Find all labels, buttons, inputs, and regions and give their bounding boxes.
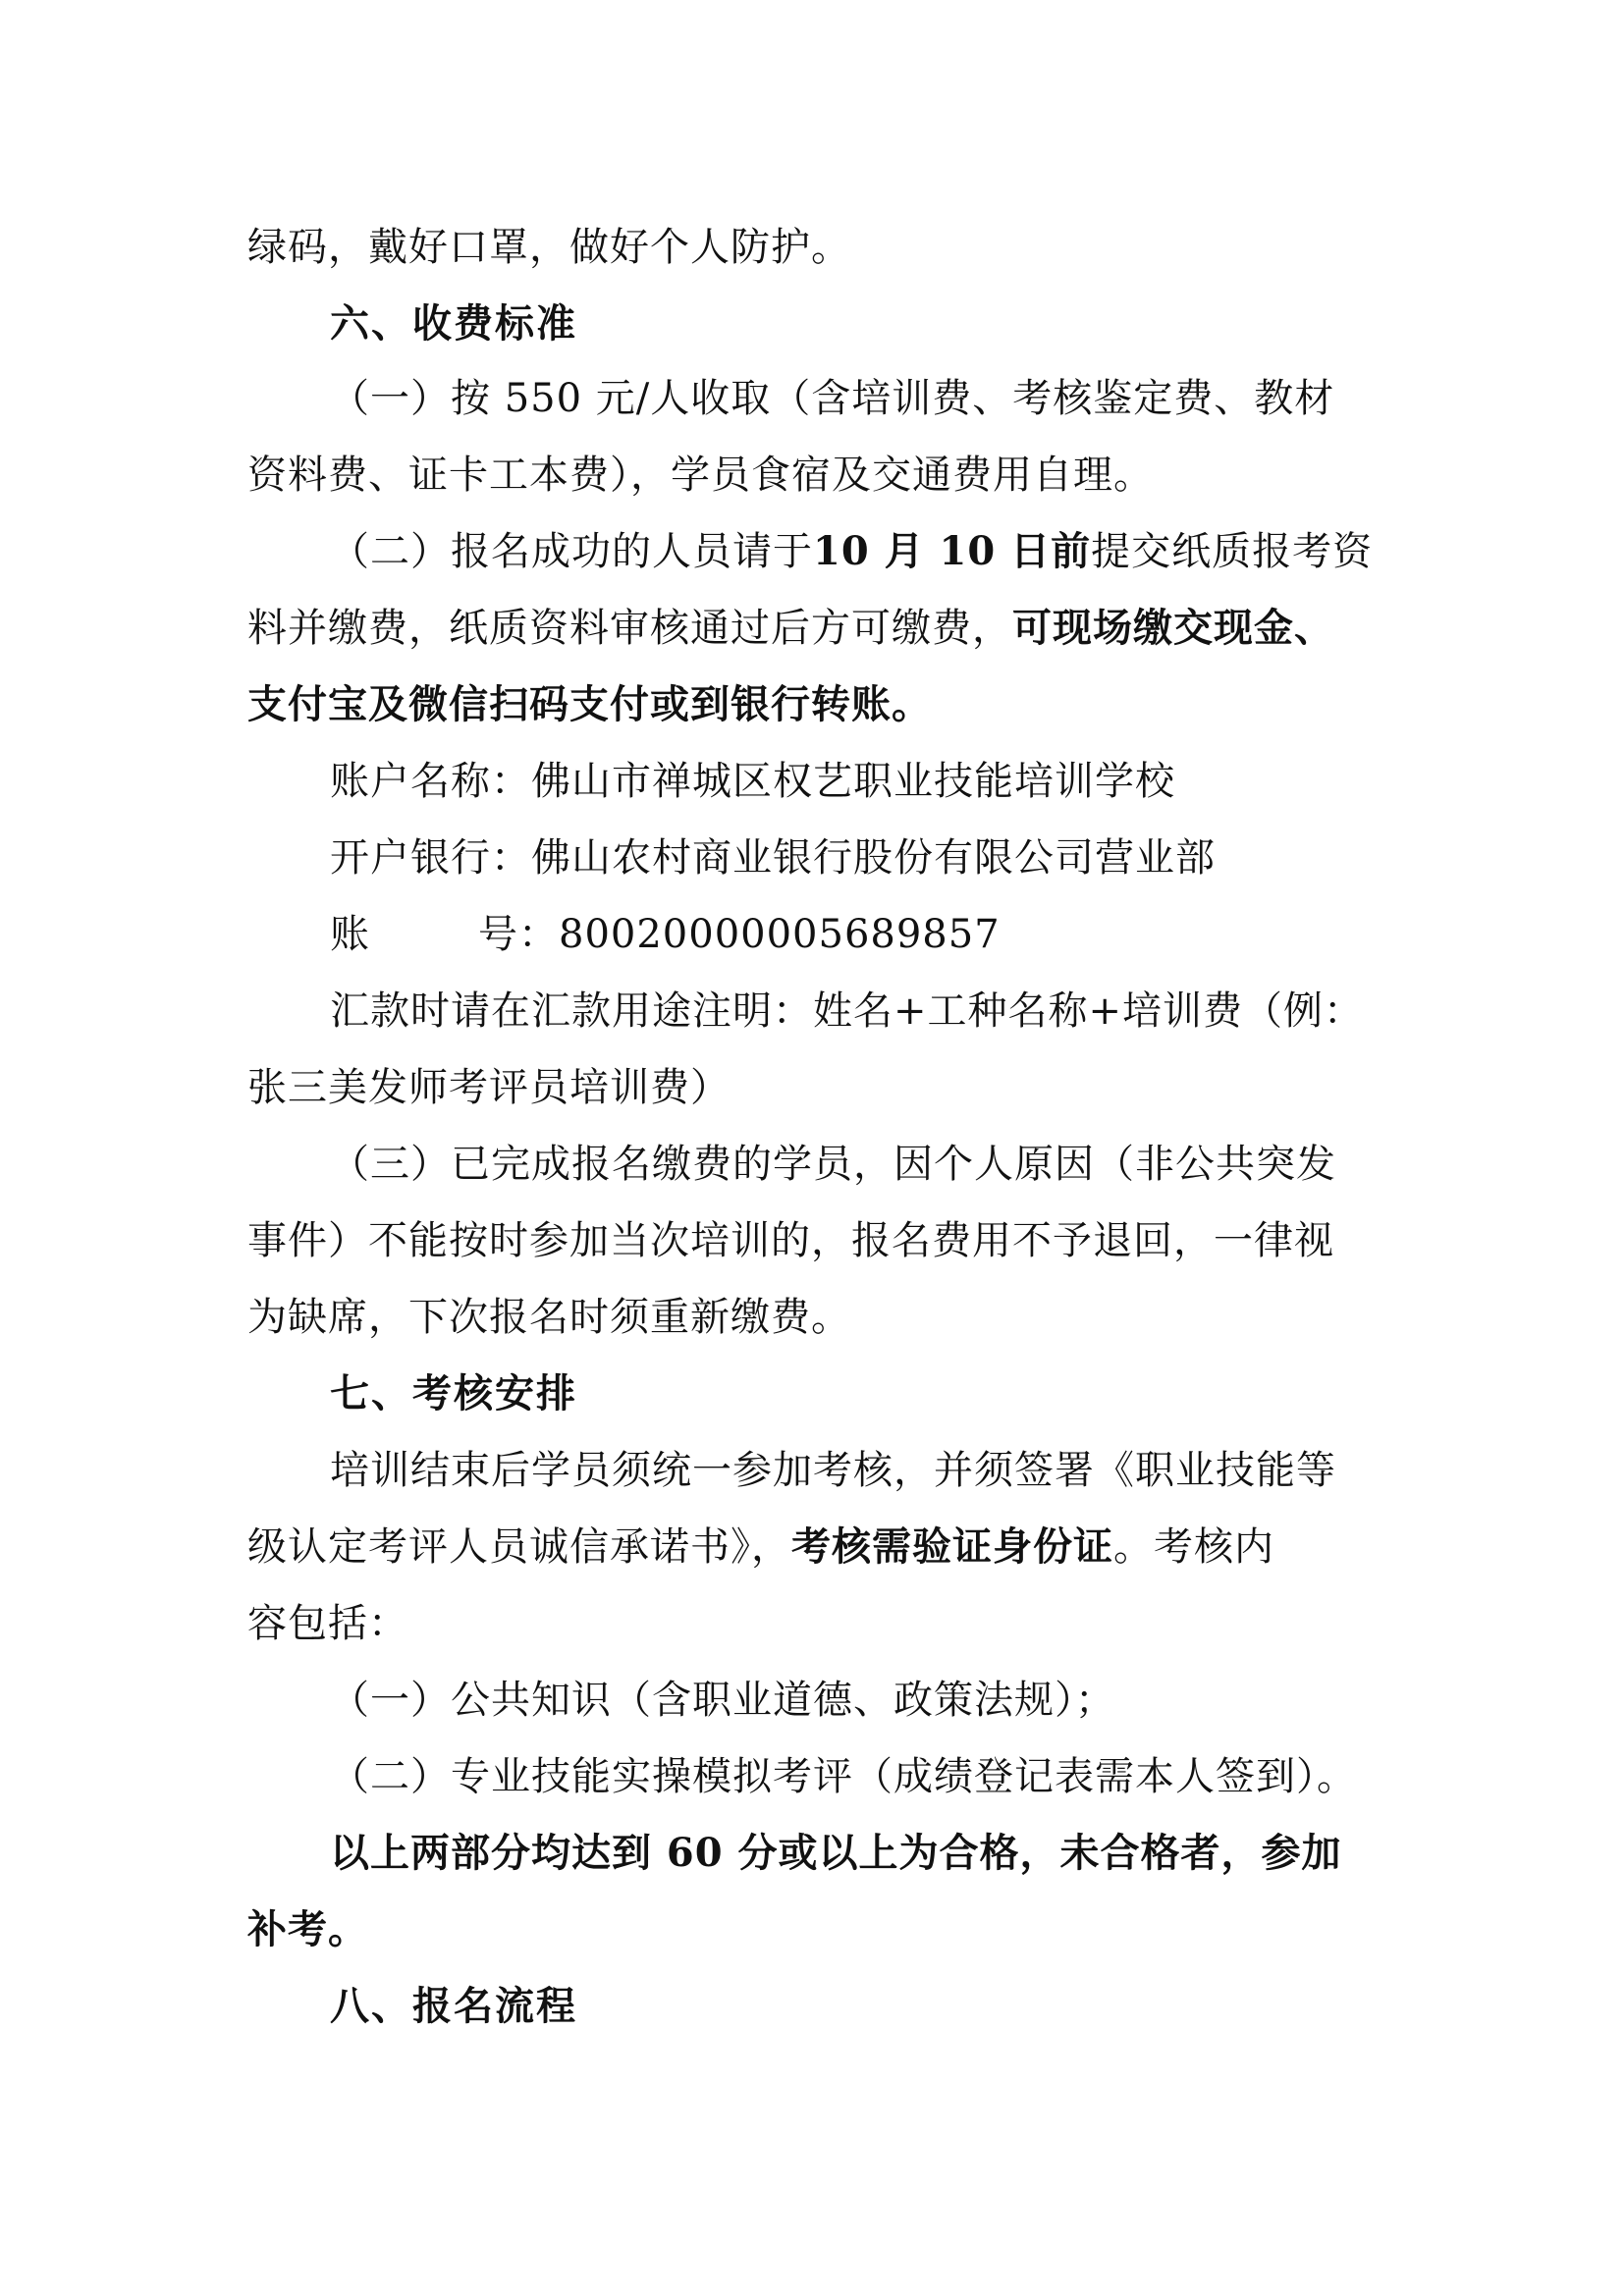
paragraph-line: [330, 524, 1386, 579]
paragraph-line: （一）按 550 元/人收取（含培训费、考核鉴定费、教材: [330, 376, 1335, 421]
paragraph-line: 以上两部分均达到 60 分或以上为合格，未合格者，参加: [330, 1830, 1342, 1876]
paragraph-line: 绿码，戴好口罩，做好个人防护。: [247, 225, 851, 270]
paragraph-line: 培训结束后学员须统一参加考核，并须签署《职业技能等: [330, 1448, 1336, 1493]
paragraph-line: 支付宝及微信扫码支付或到银行转账。: [247, 681, 932, 727]
text-span: 级认定考评人员诚信承诺书》，: [247, 1524, 791, 1570]
bank-line: 开户银行：佛山农村商业银行股份有限公司营业部: [330, 835, 1216, 881]
account-number-value: 80020000005689857: [559, 912, 1001, 957]
paragraph-line: （三）已完成报名缴费的学员，因个人原因（非公共突发: [330, 1142, 1336, 1187]
paragraph-line: 汇款时请在汇款用途注明：姓名+工种名称+培训费（例：: [330, 988, 1365, 1034]
section-heading-fees: 六、收费标准: [330, 301, 577, 347]
paragraph-line: [247, 1520, 1386, 1575]
text-span: 料并缴费，纸质资料审核通过后方可缴费，: [247, 606, 1012, 651]
paragraph-line: 张三美发师考评员培训费）: [247, 1065, 731, 1110]
paragraph-line: 资料费、证卡工本费），学员食宿及交通费用自理。: [247, 453, 1154, 498]
paragraph-line: 容包括：: [247, 1601, 408, 1646]
section-heading-assessment: 七、考核安排: [330, 1371, 577, 1416]
payment-methods-text: 可现场缴交现金、: [1012, 605, 1334, 651]
deadline-text: 10 月 10 日前: [813, 528, 1092, 574]
account-number-label: 账: [330, 912, 370, 957]
paragraph-line: 补考。: [247, 1906, 368, 1952]
account-number-line: [330, 907, 1386, 962]
account-name-line: 账户名称：佛山市禅城区权艺职业技能培训学校: [330, 759, 1175, 804]
paragraph-line: 事件）不能按时参加当次培训的，报名费用不予退回，一律视: [247, 1218, 1334, 1263]
id-verification-text: 考核需验证身份证: [791, 1523, 1113, 1570]
paragraph-line: [247, 601, 1386, 656]
document-page: [247, 0, 1386, 2296]
text-span: （二）报名成功的人员请于: [330, 529, 813, 574]
list-item: （二）专业技能实操模拟考评（成绩登记表需本人签到）。: [330, 1754, 1357, 1799]
text-span: 提交纸质报考资: [1091, 529, 1374, 574]
text-span: 。考核内: [1113, 1524, 1274, 1570]
section-heading-registration: 八、报名流程: [330, 1984, 577, 2029]
paragraph-line: 为缺席，下次报名时须重新缴费。: [247, 1295, 851, 1340]
list-item: （一）公共知识（含职业道德、政策法规）；: [330, 1678, 1115, 1723]
account-number-label: 号：: [478, 912, 559, 957]
